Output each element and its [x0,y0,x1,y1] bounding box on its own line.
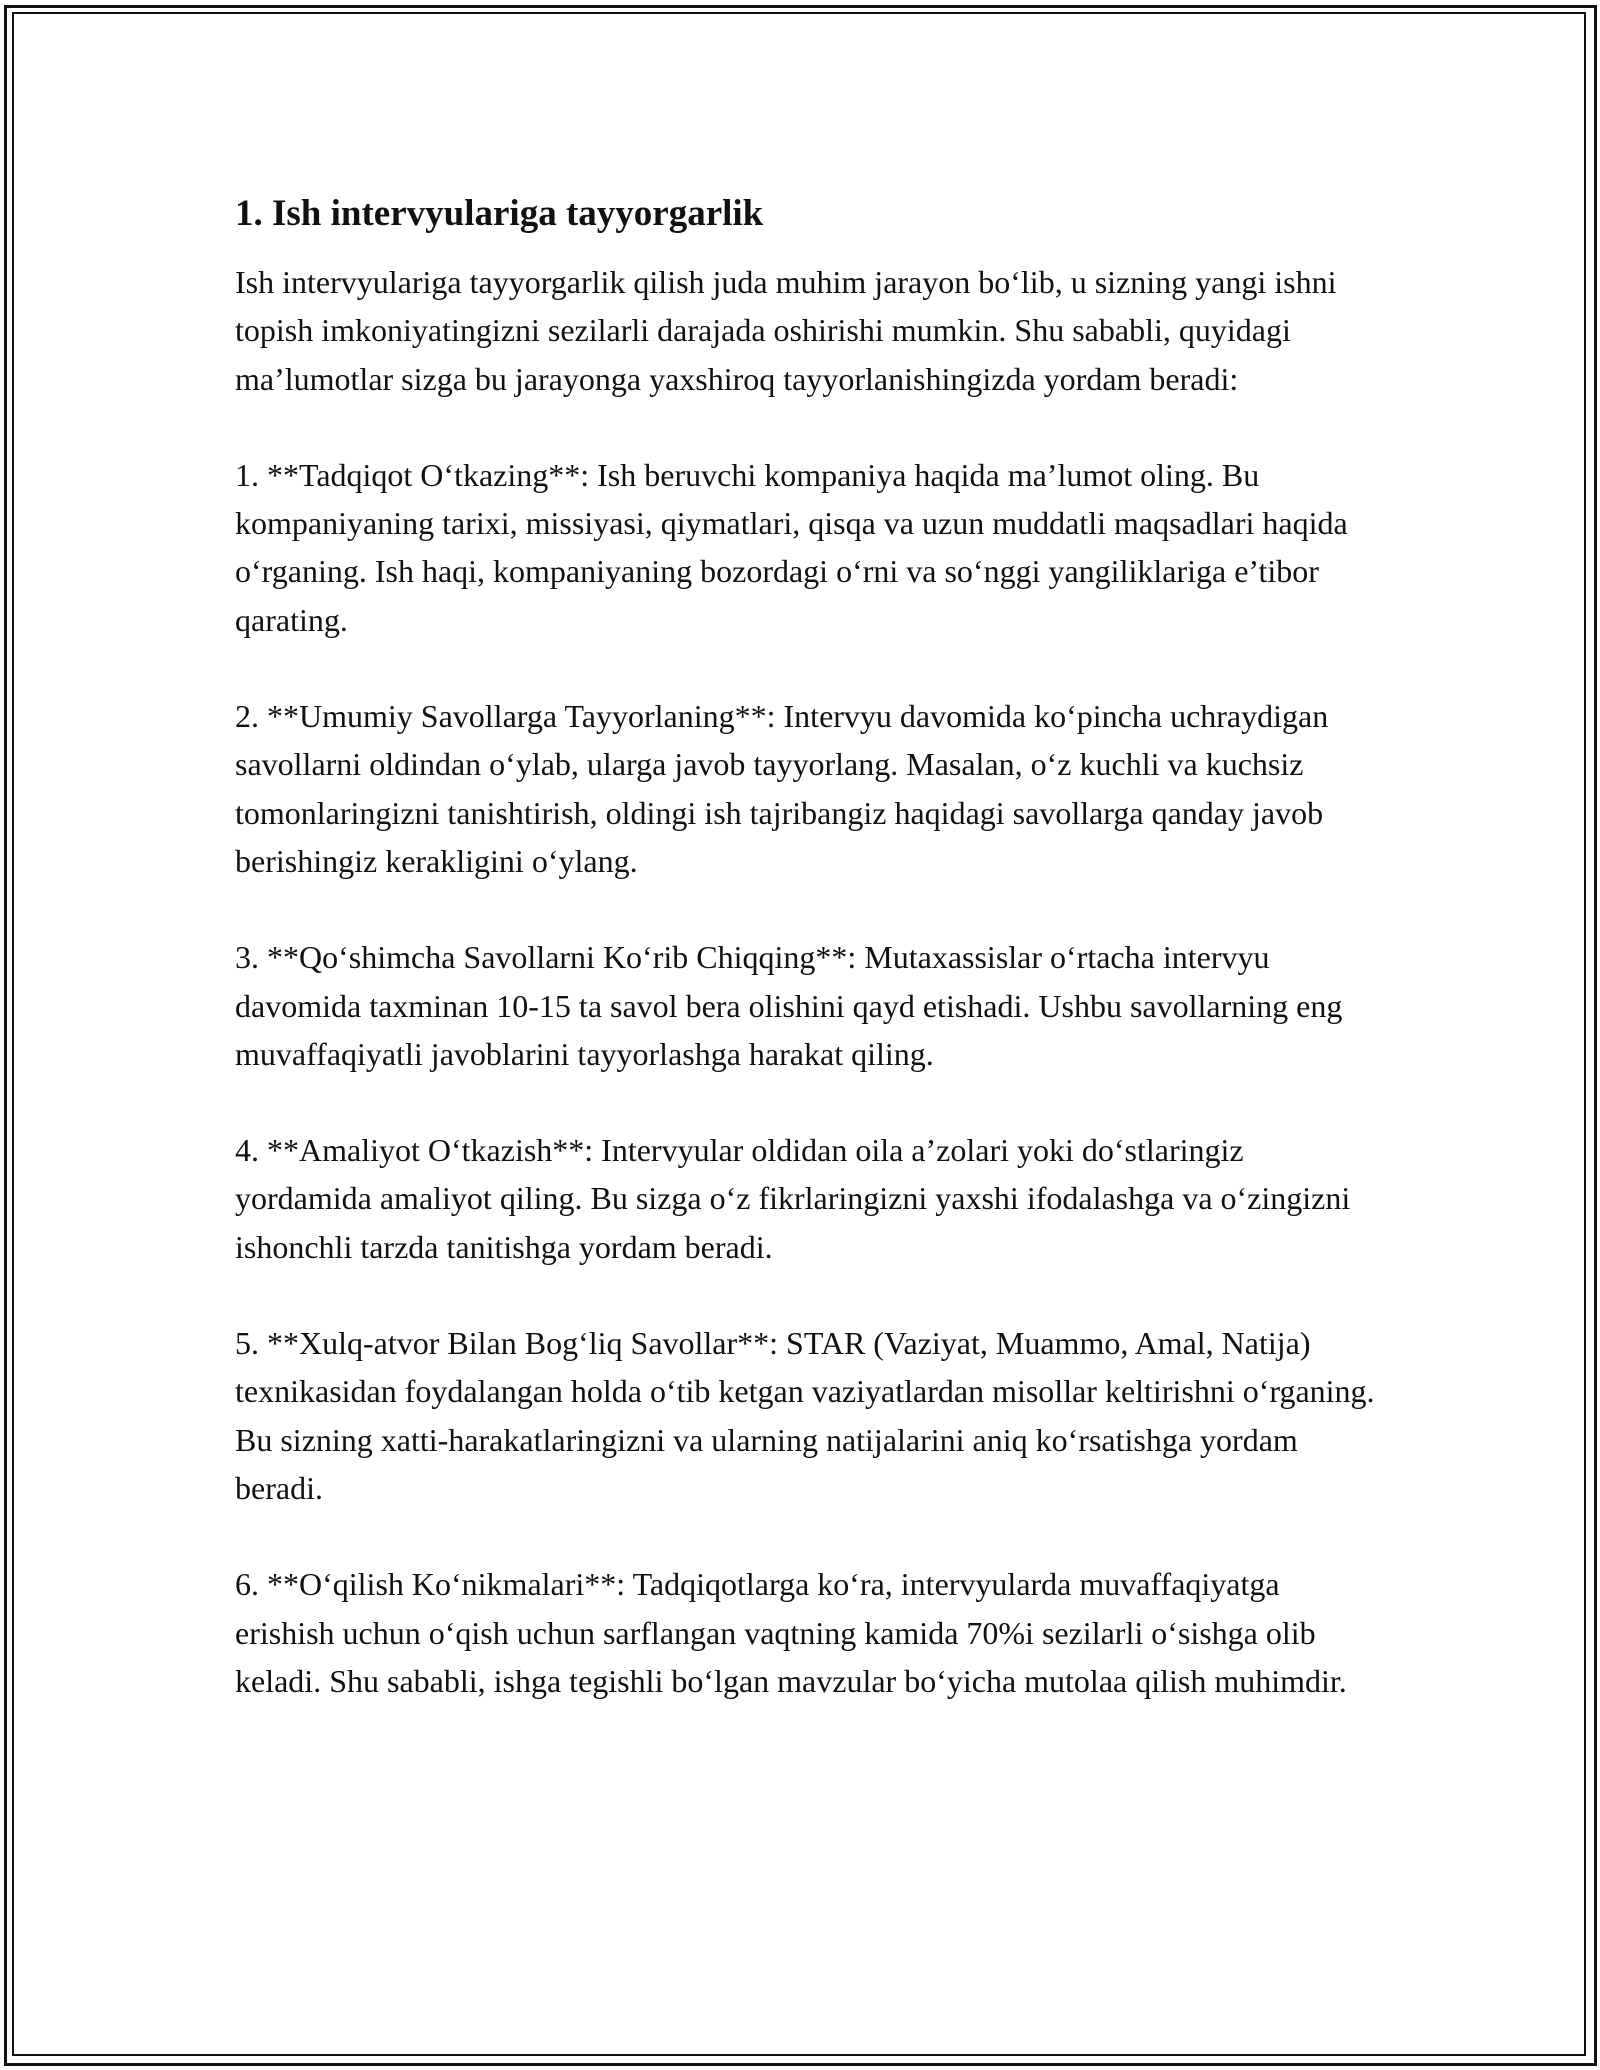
intro-paragraph: Ish intervyulariga tayyorgarlik qilish juda muhim jarayon bo‘lib, u sizning yangi ishni topish imkoniyatingizni sezilarli darajada oshirishi mumkin. Shu sababli, quyidagi ma’lumotlar sizga bu jarayonga yaxshiroq tayyorlanishingizda yordam beradi: [235,264,1337,397]
list-item-research: 1. **Tadqiqot O‘tkazing**: Ish beruvchi kompaniya haqida ma’lumot oling. Bu kompaniyaning tarixi, missiyasi, qiymatlari, qisqa va uzun muddatli maqsadlari haqida o‘rganing. Ish haqi, kompaniyaning bozordagi o‘rni va so‘nggi yangiliklariga e’tibor qarating. [235,456,1348,638]
section-heading: 1. Ish intervyulariga tayyorgarlik [235,193,764,234]
list-item-additional-questions: 3. **Qo‘shimcha Savollarni Ko‘rib Chiqqing**: Mutaxassislar o‘rtacha intervyu davomida taxminan 10-15 ta savol bera olishini qayd etishadi. Ushbu savollarning eng muvaffaqiyatli javoblarini tayyorlashga harakat qiling. [235,939,1343,1072]
list-item-behavioral-questions: 5. **Xulq-atvor Bilan Bog‘liq Savollar**: STAR (Vaziyat, Muammo, Amal, Natija) texnikasidan foydalangan holda o‘tib ketgan vaziyatlardan misollar keltirishni o‘rganing. Bu sizning xatti-harakatlaringizni va ularning natijalarini aniq ko‘rsatishga yordam beradi. [235,1325,1375,1506]
list-item-reading-skills: 6. **O‘qilish Ko‘nikmalari**: Tadqiqotlarga ko‘ra, intervyularda muvaffaqiyatga erishish uchun o‘qish uchun sarflangan vaqtning kamida 70%i sezilarli o‘sishga olib keladi. Shu sababli, ishga tegishli bo‘lgan mavzular bo‘yicha mutolaa qilish muhimdir. [235,1566,1347,1699]
document-body [235,188,1375,1753]
list-item-common-questions: 2. **Umumiy Savollarga Tayyorlaning**: Intervyu davomida ko‘pincha uchraydigan savollarni oldindan o‘ylab, ularga javob tayyorlang. Masalan, o‘z kuchli va kuchsiz tomonlaringizni tanishtirish, oldingi ish tajribangiz haqidagi savollarga qanday javob berishingiz kerakligini o‘ylang. [235,698,1329,879]
list-item-practice: 4. **Amaliyot O‘tkazish**: Intervyular oldidan oila a’zolari yoki do‘stlaringiz yordamida amaliyot qiling. Bu sizga o‘z fikrlaringizni yaxshi ifodalashga va o‘zingizni ishonchli tarzda tanitishga yordam beradi. [235,1132,1351,1265]
